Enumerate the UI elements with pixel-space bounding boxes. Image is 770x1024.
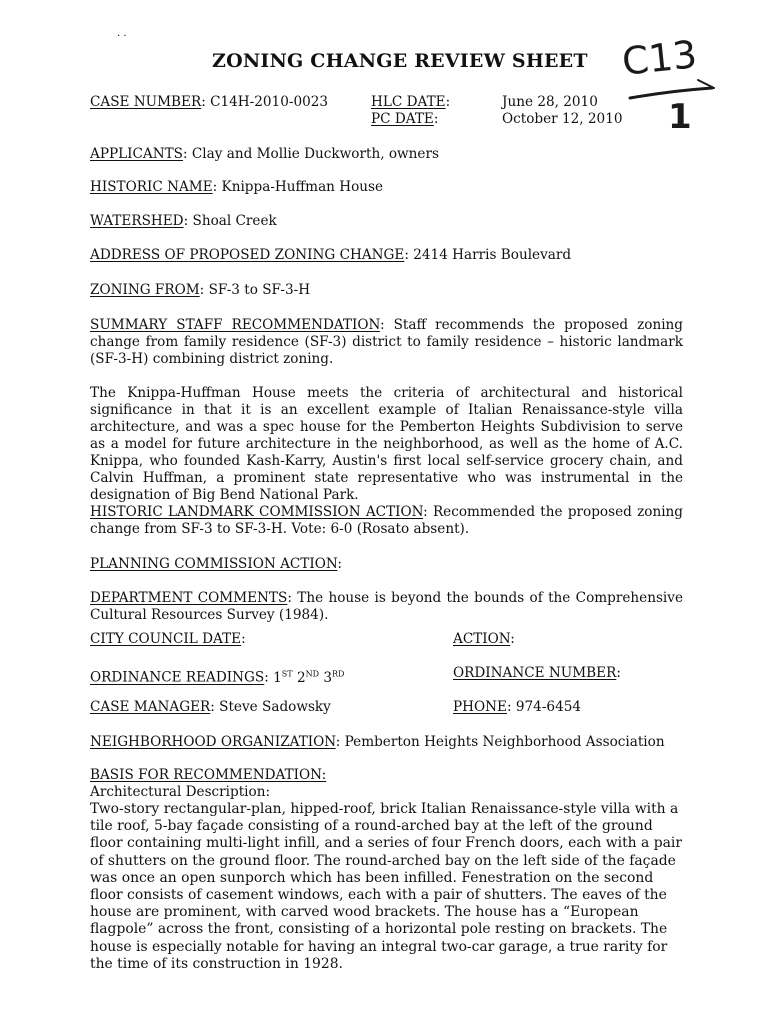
- ordinance-number-row: ORDINANCE NUMBER:: [453, 665, 621, 681]
- watershed-row: WATERSHED: Shoal Creek: [90, 213, 277, 229]
- address-label: ADDRESS OF PROPOSED ZONING CHANGE: [90, 247, 405, 263]
- applicants-row: APPLICANTS: Clay and Mollie Duckworth, owners: [90, 146, 439, 162]
- neighborhood-label: NEIGHBORHOOD ORGANIZATION: [90, 734, 336, 750]
- summary-label: SUMMARY STAFF RECOMMENDATION: [90, 317, 380, 333]
- dept-comments-value: The house is beyond the bounds of the Comprehensive Cultural Resources Survey (1984).: [90, 590, 684, 623]
- reading-3: 3RD: [323, 669, 345, 686]
- case-manager-label: CASE MANAGER: [90, 699, 211, 715]
- reading-1: 1ST: [273, 669, 293, 686]
- historic-name-label: HISTORIC NAME: [90, 179, 213, 195]
- phone-value: 974-6454: [515, 699, 582, 715]
- hlc-action: HISTORIC LANDMARK COMMISSION ACTION: Recommended the proposed zoning change from SF-3 to SF-3-H. Vote: 6-0 (Rosato absent).: [90, 504, 683, 537]
- address-row: ADDRESS OF PROPOSED ZONING CHANGE: 2414 Harris Boulevard: [90, 247, 572, 263]
- handwritten-code: C13: [619, 32, 699, 84]
- zoning-from-label: ZONING FROM: [90, 282, 200, 298]
- case-number-value: C14H-2010-0023: [210, 94, 329, 110]
- case-number-row: CASE NUMBER: C14H-2010-0023: [90, 94, 329, 110]
- page-title: ZONING CHANGE REVIEW SHEET: [212, 50, 588, 72]
- case-number-label: CASE NUMBER: [90, 94, 202, 110]
- phone-label: PHONE: [453, 699, 507, 715]
- zoning-from-value: SF-3 to SF-3-H: [208, 282, 311, 298]
- applicants-value: Clay and Mollie Duckworth, owners: [191, 146, 439, 162]
- applicants-label: APPLICANTS: [90, 146, 183, 162]
- pc-action-label: PLANNING COMMISSION ACTION: [90, 556, 338, 572]
- ordinance-number-label: ORDINANCE NUMBER: [453, 665, 617, 681]
- action-label: ACTION: [453, 631, 511, 647]
- hlc-date-label: HLC DATE: [371, 94, 446, 110]
- action-row: ACTION:: [453, 631, 515, 647]
- ordinance-readings-label: ORDINANCE READINGS: [90, 669, 265, 686]
- historic-name-row: HISTORIC NAME: Knippa-Huffman House: [90, 179, 384, 195]
- council-date-row: CITY COUNCIL DATE:: [90, 631, 246, 647]
- phone-row: PHONE: 974-6454: [453, 699, 582, 715]
- dept-comments-label: DEPARTMENT COMMENTS: [90, 590, 288, 606]
- department-comments: DEPARTMENT COMMENTS: The house is beyond the bounds of the Comprehensive Cultural Resources Survey (1984).: [90, 590, 684, 623]
- hlc-date-label-wrap: HLC DATE:: [371, 94, 451, 110]
- pc-date-value: October 12, 2010: [502, 111, 623, 127]
- hlc-date-value: June 28, 2010: [502, 94, 598, 110]
- handwritten-sub: 1: [668, 97, 692, 137]
- zoning-from-row: ZONING FROM: SF-3 to SF-3-H: [90, 282, 311, 298]
- summary-value: Staff recommends the proposed zoning change from family residence (SF-3) district to family residence – historic landmark (SF-3-H) combining district zoning.: [90, 317, 684, 367]
- architectural-description-text: Two-story rectangular-plan, hipped-roof, brick Italian Renaissance-style villa with a tile roof, 5-bay façade consisting of a round-arched bay at the left of the ground floor containing multi-light infill, and a series of four French doors, each with a pair of shutters on the ground floor. The round-arched bay on the left side of the façade was once an open sunporch which has been infilled. Fenestration on the second floor consists of casement windows, each with a pair of shutters. The eaves of the house are prominent, with carved wood brackets. The house has a “European flagpole” across the front, consisting of a horizontal pole resting on brackets. The house is especially notable for having an integral two-car garage, a true rarity for the time of its construction in 1928.: [90, 801, 682, 972]
- pc-date-label-wrap: PC DATE:: [371, 111, 439, 127]
- neighborhood-value: Pemberton Heights Neighborhood Association: [344, 734, 665, 750]
- case-manager-value: Steve Sadowsky: [219, 699, 331, 715]
- pc-action-row: PLANNING COMMISSION ACTION:: [90, 556, 342, 572]
- watershed-label: WATERSHED: [90, 213, 184, 229]
- significance-paragraph: The Knippa-Huffman House meets the criteria of architectural and historical significance in that it is an excellent example of Italian Renaissance-style villa architecture, and was a spec house for the Pemberton Heights Subdivision to serve as a model for future architecture in the neighborhood, as well as the home of A.C. Knippa, who founded Kash-Karry, Austin's first local self-service grocery chain, and Calvin Huffman, a prominent state representative who was instrumental in the designation of Big Bend National Park.: [90, 385, 683, 503]
- neighborhood-row: NEIGHBORHOOD ORGANIZATION: Pemberton Heights Neighborhood Association: [90, 734, 665, 750]
- pc-date-label: PC DATE: [371, 111, 434, 127]
- address-value: 2414 Harris Boulevard: [413, 247, 572, 263]
- case-manager-row: CASE MANAGER: Steve Sadowsky: [90, 699, 331, 715]
- ordinance-readings-row: ORDINANCE READINGS: 1ST 2ND 3RD: [90, 669, 345, 686]
- reading-2: 2ND: [296, 669, 320, 686]
- historic-name-value: Knippa-Huffman House: [221, 179, 384, 195]
- architectural-description-label: Architectural Description:: [90, 784, 271, 800]
- hlc-action-label: HISTORIC LANDMARK COMMISSION ACTION: [90, 504, 424, 520]
- summary-recommendation: SUMMARY STAFF RECOMMENDATION: Staff recommends the proposed zoning change from family residence (SF-3) district to family residence – historic landmark (SF-3-H) combining district zoning.: [90, 317, 684, 367]
- council-date-label: CITY COUNCIL DATE: [90, 631, 242, 647]
- watershed-value: Shoal Creek: [192, 213, 277, 229]
- hlc-action-value: Recommended the proposed zoning change from SF-3 to SF-3-H. Vote: 6-0 (Rosato absent).: [90, 504, 683, 537]
- scan-mark: · ·: [117, 31, 127, 42]
- basis-label: BASIS FOR RECOMMENDATION:: [90, 767, 327, 783]
